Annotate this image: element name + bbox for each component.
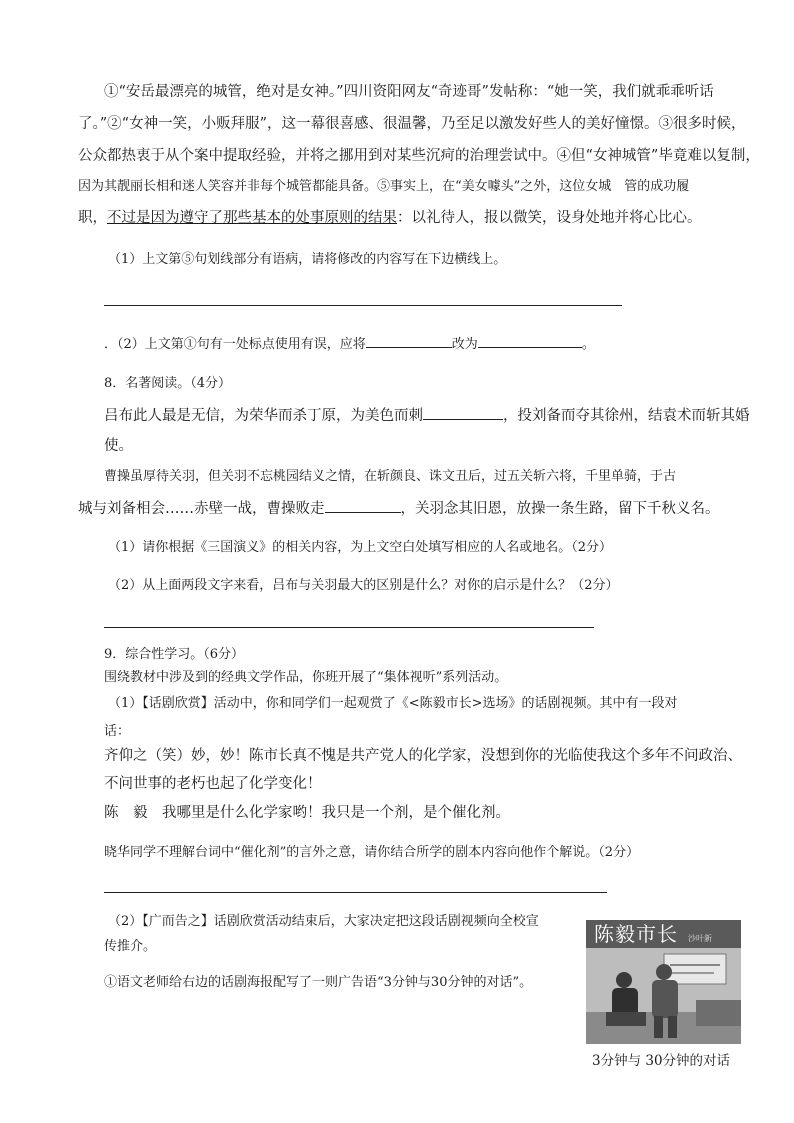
q8-sub1-question: （1）请你根据《三国演义》的相关内容，为上文空白处填写相应的人名或地名。（2分） xyxy=(108,540,613,555)
q7-sub2-blank-original[interactable] xyxy=(366,333,452,348)
q8-p2-line-1: 曹操虽厚待关羽，但关羽不忘桃园结义之情，在斩颜良、诛文丑后，过五关斩六将，千里单骑，于古 xyxy=(104,469,677,484)
q7-sub2-question xyxy=(104,333,595,355)
q9-sub1-answer-line[interactable] xyxy=(104,892,607,893)
q7-sub2-dot: ． xyxy=(104,337,118,352)
poster-caption: 3分钟与 30分钟的对话 xyxy=(592,1053,731,1069)
poster-scene-illustration xyxy=(586,920,741,1044)
q8-p2-blank-place[interactable] xyxy=(325,498,401,513)
q7-passage-line-2: 了。”②“女神一笑，小贩拜服”，这一幕很喜感、很温馨，乃至足以激发好些人的美好憧憬。③很多时候， xyxy=(78,116,746,132)
q8-p2-text-b: ，关羽念其旧恩，放操一条生路，留下千秋义名。 xyxy=(400,501,720,517)
q7-passage-line-3: 公众都热衷于从个案中提取经验，并将之挪用到对某些沉疴的治理尝试中。④但“女神城管”毕竟难以复制， xyxy=(78,148,760,164)
q9-dialog-line-1: 齐仰之（笑）妙，妙！陈市长真不愧是共产党人的化学家，没想到你的光临使我这个多年不问政治、 xyxy=(104,748,742,764)
q7-underlined-sentence: 不过是因为遵守了那些基本的处事原则的结果 xyxy=(107,210,397,226)
q7-passage-line-1: ①“安岳最漂亮的城管，绝对是女神。”四川资阳网友“奇迹哥”发帖称：“她一笑，我们就乖乖听话 xyxy=(104,84,714,100)
q8-sub2-question: （2）从上面两段文字来看，吕布与关羽最大的区别是什么？对你的启示是什么？（2分） xyxy=(108,578,619,593)
poster-author: 沙叶新 xyxy=(688,934,712,943)
q9-dialog-line-3: 陈 毅 我哪里是什么化学家哟！我只是一个剂，是个催化剂。 xyxy=(104,805,510,821)
q7-line5-suffix: ：以礼待人，报以微笑，设身处地并将心比心。 xyxy=(397,210,702,226)
q9-sub1-ask: 晓华同学不理解台词中“催化剂”的言外之意，请你结合所学的剧本内容向他作个解说。（2分） xyxy=(104,845,640,860)
q7-sub2-text-c: 。 xyxy=(581,337,595,352)
q7-passage-line-5 xyxy=(78,208,702,228)
q8-p2-text-a: 城与刘备相会……赤壁一战，曹操败走 xyxy=(78,501,325,517)
q7-sub1-answer-line[interactable] xyxy=(104,305,622,306)
q8-p1-text-a: 吕布此人最是无信，为荣华而杀丁原，为美色而刺 xyxy=(104,408,423,424)
q9-sub2-line-1: （2）【广而告之】话剧欣赏活动结束后，大家决定把这段话剧视频向全校宣 xyxy=(108,914,539,929)
q8-heading: 8．名著阅读。（4分） xyxy=(104,376,232,391)
q8-p1-line-2: 使。 xyxy=(104,438,133,454)
q8-sub2-answer-line[interactable] xyxy=(104,627,594,628)
q8-p1-text-b: ，投刘备而夺其徐州，结袁术而斩其婚 xyxy=(503,408,750,424)
q9-sub1-line-2: 话： xyxy=(104,724,131,739)
drama-poster-image xyxy=(586,920,741,1044)
q8-p2-line-2 xyxy=(78,498,720,519)
q7-sub2-text-b: 改为 xyxy=(451,337,478,352)
q8-p1-blank-name[interactable] xyxy=(423,405,503,420)
q9-heading: 9．综合性学习。（6分） xyxy=(104,647,245,662)
q7-sub2-blank-corrected[interactable] xyxy=(478,333,582,348)
poster-title: 陈毅市长 xyxy=(594,922,678,946)
q9-sub2-line-2: 传推介。 xyxy=(104,939,157,954)
q9-sub2-line-3: ①语文老师给右边的话剧海报配写了一则广告语“3分钟与30分钟的对话”。 xyxy=(104,975,533,990)
q7-passage-line-4: 因为其靓丽长相和迷人笑容并非每个城管都能具备。⑤事实上，在“美女噱头”之外，这位女城 管的成功履 xyxy=(78,179,690,194)
q7-line5-prefix: 职， xyxy=(78,210,107,226)
q7-sub1-question: （1）上文第⑤句划线部分有语病，请将修改的内容写在下边横线上。 xyxy=(108,252,507,267)
q9-intro: 围绕教材中涉及到的经典文学作品，你班开展了“集体视听”系列活动。 xyxy=(104,670,508,685)
q8-p1-line-1 xyxy=(104,405,750,426)
q9-dialog-line-2: 不问世事的老朽也起了化学变化！ xyxy=(104,776,322,792)
q9-sub1-line-1: （1）【话剧欣赏】活动中，你和同学们一起观赏了《<陈毅市长>选场》的话剧视频。其中有一段对 xyxy=(108,696,678,711)
q7-sub2-text-a: （2）上文第①句有一处标点使用有误，应将 xyxy=(117,337,366,352)
